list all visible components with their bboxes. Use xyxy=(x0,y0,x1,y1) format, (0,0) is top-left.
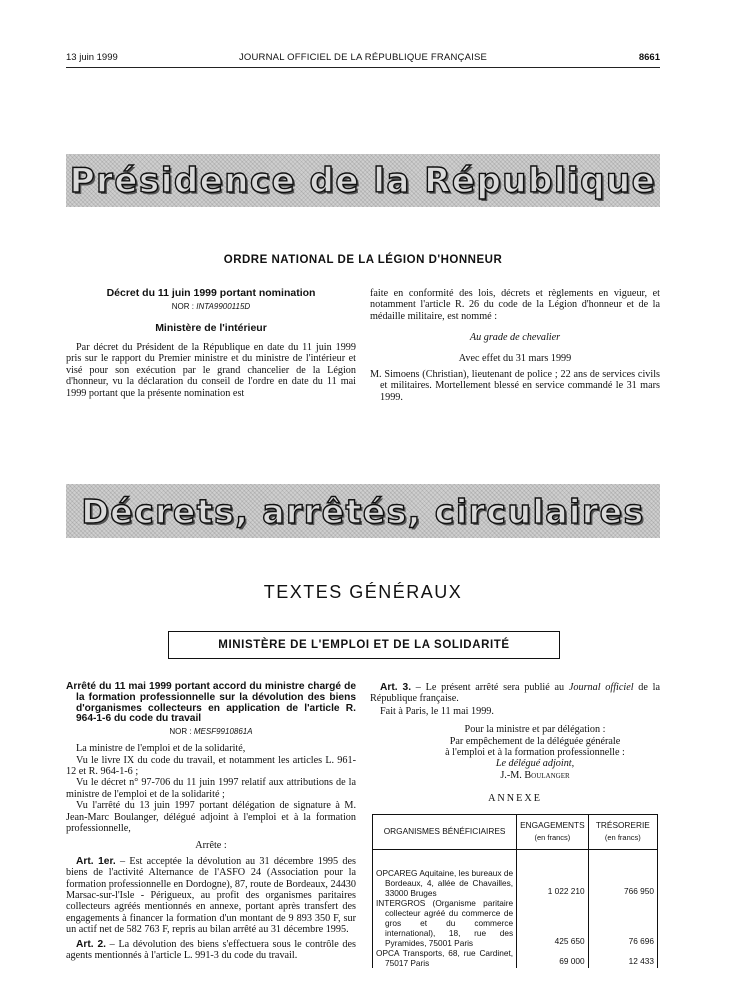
arrete-nor-label: NOR : xyxy=(169,727,192,737)
annex-org: OPCAREG Aquitaine, les bureaux de Bordeaux, 4, allée de Chavailles, 33000 Bruges xyxy=(373,849,517,898)
decree-body-paragraph: Par décret du Président de la République en date du 11 juin 1999 pris sur le rapport du Premier ministre et du ministre de l'intérieur et visé pour son exécution par le grand chancelier de la Légion d'honneur, vu la déclaration du conseil de l'ordre en date du 11 mai 1999 portant que la présente nomination est xyxy=(66,342,356,399)
arrete-nor xyxy=(66,727,356,736)
article-3-journal: Journal officiel xyxy=(568,682,634,693)
decree-effect-date: Avec effet du 31 mars 1999 xyxy=(458,352,572,364)
banner-decrets xyxy=(66,484,660,538)
signature-line-4: Le délégué adjoint, xyxy=(495,758,575,770)
banner-presidence xyxy=(66,154,660,207)
arrete-article-1 xyxy=(66,856,356,936)
section-title-textes-generaux: TEXTES GÉNÉRAUX xyxy=(263,582,463,602)
arrete-fait: Fait à Paris, le 11 mai 1999. xyxy=(380,705,494,717)
article-3-pre: – Le présent arrêté sera publié au xyxy=(411,682,569,693)
annex-table xyxy=(372,814,658,968)
annex-engagements: 69 000 xyxy=(517,948,589,968)
annex-col-organismes: ORGANISMES BÉNÉFICIAIRES xyxy=(373,814,517,849)
annex-col-tresorerie-unit: (en francs) xyxy=(604,832,641,842)
annex-col-engagements-label: ENGAGEMENTS xyxy=(520,820,585,831)
article-1-label: Art. 1er. xyxy=(76,855,116,867)
decree-body-left xyxy=(66,342,356,399)
arrete-body-left xyxy=(66,743,356,961)
decree-left-column xyxy=(66,287,356,399)
header-page-number: 8661 xyxy=(638,52,660,63)
decree-title: Décret du 11 juin 1999 portant nomination xyxy=(106,287,316,299)
decree-grade: Au grade de chevalier xyxy=(469,332,561,344)
table-row xyxy=(373,948,658,968)
annex-org: INTERGROS (Organisme paritaire collecteur agréé du commerce de gros et du commerce international), 18, rue des Pyramides, 75001 Paris xyxy=(373,898,517,948)
article-2-label: Art. 2. xyxy=(76,938,106,950)
header-journal: JOURNAL OFFICIEL DE LA RÉPUBLIQUE FRANÇAISE xyxy=(238,52,488,63)
annex-tresorerie: 76 696 xyxy=(588,898,657,948)
arrete-right-column xyxy=(370,682,660,968)
decree-right-column xyxy=(370,288,660,403)
decree-nor-value: INTA9900115D xyxy=(196,302,251,311)
signature-line-1: Pour la ministre et par délégation : xyxy=(464,724,606,736)
annex-tresorerie: 12 433 xyxy=(588,948,657,968)
header-rule xyxy=(66,67,660,68)
arrete-left-column xyxy=(66,682,356,962)
table-row xyxy=(373,898,658,948)
arrete-signature xyxy=(370,724,660,781)
annex-org: OPCA Transports, 68, rue Cardinet, 75017 Paris xyxy=(373,948,517,968)
article-1-text: – Est acceptée la dévolution au 31 décembre 1995 des biens de l'activité Alternance de l'ASFO 24 (Association pour la formation professionnelle en Dordogne), 87, route de Bordeaux, 24430 Marsac-sur-l'Isle - Périgueux, au profit des organismes paritaires collecteurs agréés mentionnés en annexe, portant après transfert des engagements à financer la formation d'un montant de 9 893 350 F, sur un actif net de 582 763 F, repris au bilan arrêté au 31 décembre 1995. xyxy=(66,855,356,936)
arrete-article-2 xyxy=(66,939,356,962)
annex-col-tresorerie-label: TRÉSORERIE xyxy=(595,820,650,831)
annex-title: ANNEXE xyxy=(488,793,542,805)
arrete-article-3 xyxy=(370,682,660,705)
annex-engagements: 425 650 xyxy=(517,898,589,948)
arrete-minister: La ministre de l'emploi et de la solidarité, xyxy=(76,743,246,755)
annex-col-tresorerie xyxy=(588,814,657,849)
decree-nor-label: NOR : xyxy=(171,302,195,311)
annex-engagements: 1 022 210 xyxy=(517,849,589,898)
arrete-nor-value: MESF9910861A xyxy=(193,727,253,737)
ministry-box xyxy=(168,631,560,659)
arrete-vu-3: Vu l'arrêté du 13 juin 1997 portant délégation de signature à M. Jean-Marc Boulanger, délégué adjoint à l'emploi et à la formation professionnelle, xyxy=(66,800,356,835)
signature-name: J.-M. Boulanger xyxy=(500,769,570,781)
annex-col-engagements-unit: (en francs) xyxy=(534,832,571,842)
decree-nor xyxy=(66,302,356,311)
article-2-text: – La dévolution des biens s'effectuera sous le contrôle des agents mentionnés à l'article L. 991-3 du code du travail. xyxy=(66,938,356,962)
ministry-box-label: MINISTÈRE DE L'EMPLOI ET DE LA SOLIDARITÉ xyxy=(218,639,510,651)
signature-line-2: Par empêchement de la déléguée générale xyxy=(449,735,621,747)
arrete-word: Arrête : xyxy=(195,840,227,852)
article-3-post: de la République française. xyxy=(370,682,661,705)
banner-decrets-text: Décrets, arrêtés, circulaires xyxy=(81,491,645,531)
annex-table-header-row xyxy=(373,814,658,849)
arrete-title: Arrêté du 11 mai 1999 portant accord du ministre chargé de la formation professionnelle sur la dévolution des biens d'organismes collecteurs en application de l'article R. 964-1-6 du code du travail xyxy=(66,681,356,725)
decree-person: M. Simoens (Christian), lieutenant de police ; 22 ans de services civils et militaires. Mortellement blessé en service commandé le 31 mars 1999. xyxy=(370,369,660,403)
header-date: 13 juin 1999 xyxy=(66,52,118,63)
decree-ministry: Ministère de l'intérieur xyxy=(155,322,267,334)
annex-tresorerie: 766 950 xyxy=(588,849,657,898)
annex-col-engagements xyxy=(517,814,589,849)
table-row xyxy=(373,849,658,898)
signature-line-3: à l'emploi et à la formation professionnelle : xyxy=(445,747,625,759)
article-3-label: Art. 3. xyxy=(380,682,412,693)
arrete-vu-1: Vu le livre IX du code du travail, et notamment les articles L. 961-12 et R. 964-1-6 ; xyxy=(66,754,356,777)
section-title-legion-honneur: ORDRE NATIONAL DE LA LÉGION D'HONNEUR xyxy=(223,254,503,266)
banner-presidence-text: Présidence de la République xyxy=(69,160,657,201)
decree-body-continued: faite en conformité des lois, décrets et règlements en vigueur, et notamment l'article R. 26 du code de la Légion d'honneur et de la médaille militaire, est nommé : xyxy=(370,288,660,322)
arrete-vu-2: Vu le décret n° 97-706 du 11 juin 1997 relatif aux attributions de la ministre de l'emploi et de la solidarité ; xyxy=(66,777,356,800)
